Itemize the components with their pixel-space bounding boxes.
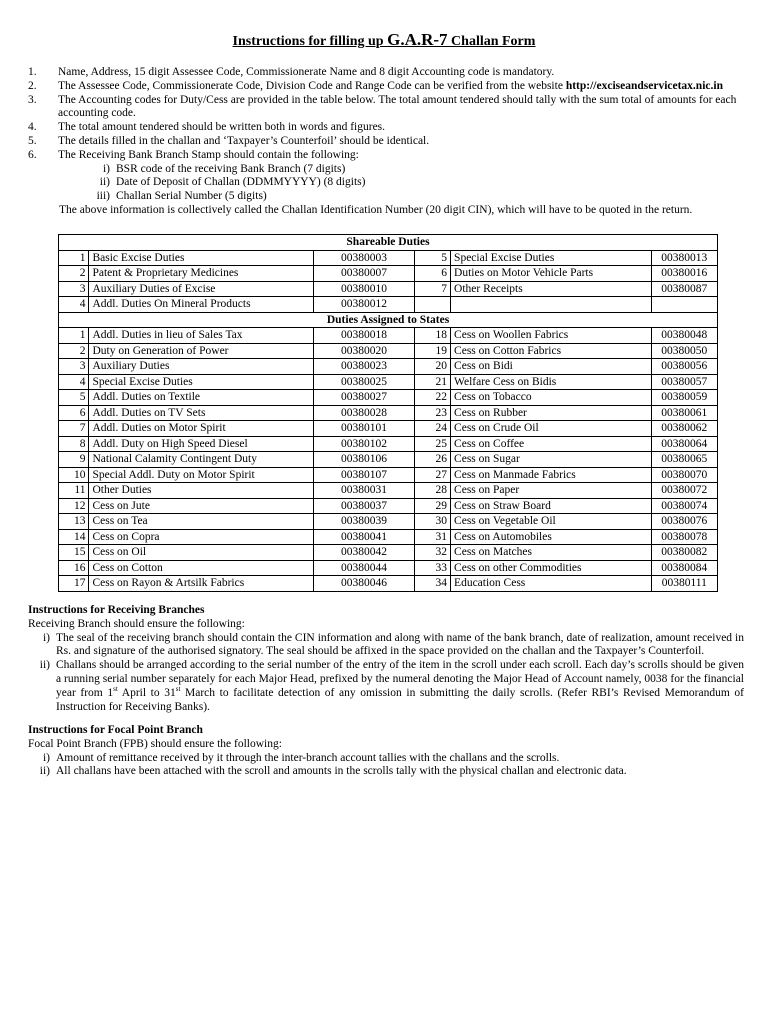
- table-row: [59, 576, 718, 592]
- table-cell: 00380072: [651, 483, 717, 499]
- table-cell: 20: [414, 359, 450, 375]
- table-cell: Basic Excise Duties: [89, 250, 314, 266]
- table-cell: Cess on Rayon & Artsilk Fabrics: [89, 576, 314, 592]
- table-cell: Cess on other Commodities: [451, 560, 652, 576]
- table-cell: 17: [59, 576, 89, 592]
- table-cell: 00380082: [651, 545, 717, 561]
- table-cell: 8: [59, 436, 89, 452]
- table-cell: 00380025: [314, 374, 415, 390]
- table-cell: 00380056: [651, 359, 717, 375]
- table-cell: 31: [414, 529, 450, 545]
- table-cell: Cess on Paper: [451, 483, 652, 499]
- receiving-intro: Receiving Branch should ensure the following:: [28, 617, 245, 630]
- table-cell: Cess on Matches: [451, 545, 652, 561]
- table-row: [59, 343, 718, 359]
- table-cell: 2: [59, 266, 89, 282]
- table-cell: Cess on Automobiles: [451, 529, 652, 545]
- receiving-heading: Instructions for Receiving Branches: [28, 604, 205, 616]
- table-cell: 16: [59, 560, 89, 576]
- title-part2: Challan Form: [447, 34, 536, 49]
- table-cell: Education Cess: [451, 576, 652, 592]
- table-cell: 21: [414, 374, 450, 390]
- table-cell: 00380046: [314, 576, 415, 592]
- table-row: [59, 436, 718, 452]
- table-cell: 7: [59, 421, 89, 437]
- table-cell: 23: [414, 405, 450, 421]
- table-row: [59, 498, 718, 514]
- table-cell: 34: [414, 576, 450, 592]
- table-cell: Other Duties: [89, 483, 314, 499]
- list-item: 6. The Receiving Bank Branch Stamp should contain the following:: [28, 148, 359, 161]
- table-row: [59, 514, 718, 530]
- cin-note: The above information is collectively called the Challan Identification Number (20 digit CIN), which will have to be quoted in the return.: [59, 203, 693, 216]
- table-cell: Addl. Duty on High Speed Diesel: [89, 436, 314, 452]
- table-cell: Cess on Woollen Fabrics: [451, 328, 652, 344]
- table-cell: Cess on Tea: [89, 514, 314, 530]
- table-row: [59, 560, 718, 576]
- table-cell: 00380062: [651, 421, 717, 437]
- table-cell: 00380048: [651, 328, 717, 344]
- table-row: [59, 359, 718, 375]
- table-cell: Addl. Duties in lieu of Sales Tax: [89, 328, 314, 344]
- sub-item: i) BSR code of the receiving Bank Branch (7 digits): [102, 162, 346, 175]
- table-cell: 00380064: [651, 436, 717, 452]
- table-cell: 00380018: [314, 328, 415, 344]
- table-cell: Cess on Sugar: [451, 452, 652, 468]
- table-cell: Auxiliary Duties of Excise: [89, 281, 314, 297]
- table-cell: Cess on Crude Oil: [451, 421, 652, 437]
- table-cell: 9: [59, 452, 89, 468]
- table-row: [59, 250, 718, 266]
- table-row: [59, 390, 718, 406]
- table-cell: Cess on Coffee: [451, 436, 652, 452]
- table-cell: Cess on Straw Board: [451, 498, 652, 514]
- table-cell: National Calamity Contingent Duty: [89, 452, 314, 468]
- focal-heading: Instructions for Focal Point Branch: [28, 724, 203, 736]
- table-cell: 00380012: [314, 297, 415, 313]
- table-cell: 00380007: [314, 266, 415, 282]
- table-cell: Cess on Rubber: [451, 405, 652, 421]
- section-heading: Shareable Duties: [59, 235, 718, 251]
- table-cell: 00380044: [314, 560, 415, 576]
- table-cell: 14: [59, 529, 89, 545]
- table-cell: 27: [414, 467, 450, 483]
- table-cell: 00380057: [651, 374, 717, 390]
- table-cell: 00380031: [314, 483, 415, 499]
- table-cell: Welfare Cess on Bidis: [451, 374, 652, 390]
- table-cell: Addl. Duties On Mineral Products: [89, 297, 314, 313]
- list-item: 2. The Assessee Code, Commissionerate Code, Division Code and Range Code can be verified from the website http://exciseandservicetax.nic.in: [28, 79, 723, 92]
- table-cell: 00380107: [314, 467, 415, 483]
- table-cell: 00380037: [314, 498, 415, 514]
- table-cell: 5: [59, 390, 89, 406]
- table-cell: 10: [59, 467, 89, 483]
- table-row: [59, 483, 718, 499]
- table-cell: 00380039: [314, 514, 415, 530]
- table-cell: Special Excise Duties: [89, 374, 314, 390]
- accounting-codes-table: [58, 234, 718, 592]
- table-cell: Addl. Duties on Textile: [89, 390, 314, 406]
- table-cell: 00380042: [314, 545, 415, 561]
- table-cell: 00380028: [314, 405, 415, 421]
- table-cell: 00380087: [651, 281, 717, 297]
- table-cell: Addl. Duties on Motor Spirit: [89, 421, 314, 437]
- table-row: [59, 467, 718, 483]
- table-cell: 30: [414, 514, 450, 530]
- table-cell: 00380013: [651, 250, 717, 266]
- sub-item: ii) Date of Deposit of Challan (DDMMYYYY) (8 digits): [99, 176, 366, 189]
- table-row: [59, 421, 718, 437]
- table-cell: 00380065: [651, 452, 717, 468]
- table-cell: 6: [59, 405, 89, 421]
- table-cell: 28: [414, 483, 450, 499]
- table-cell: 12: [59, 498, 89, 514]
- sub-item: iii) Challan Serial Number (5 digits): [96, 190, 267, 203]
- table-cell: 26: [414, 452, 450, 468]
- table-row: [59, 374, 718, 390]
- table-cell: 2: [59, 343, 89, 359]
- states-duties-header: [59, 312, 718, 328]
- section-heading: Duties Assigned to States: [59, 312, 718, 328]
- table-cell: Special Addl. Duty on Motor Spirit: [89, 467, 314, 483]
- table-row: [59, 529, 718, 545]
- list-item: 4. The total amount tendered should be written both in words and figures.: [28, 121, 386, 134]
- table-row: [59, 328, 718, 344]
- table-cell: 4: [59, 297, 89, 313]
- table-cell: 1: [59, 328, 89, 344]
- table-cell: Cess on Manmade Fabrics: [451, 467, 652, 483]
- table-cell: 00380050: [651, 343, 717, 359]
- table-cell: 3: [59, 281, 89, 297]
- table-cell: 00380070: [651, 467, 717, 483]
- table-cell: 18: [414, 328, 450, 344]
- table-cell: 00380059: [651, 390, 717, 406]
- list-item: 5. The details filled in the challan and ‘Taxpayer’s Counterfoil’ should be identical.: [28, 134, 430, 147]
- table-cell: Duties on Motor Vehicle Parts: [451, 266, 652, 282]
- table-row: [59, 452, 718, 468]
- table-cell: 22: [414, 390, 450, 406]
- focal-point-section: [28, 724, 744, 779]
- table-cell: 00380020: [314, 343, 415, 359]
- list-item: 3. The Accounting codes for Duty/Cess are provided in the table below. The total amount tendered should tally with the sum total of amounts for each accounting code.: [28, 93, 737, 120]
- table-cell: 00380010: [314, 281, 415, 297]
- table-cell: Cess on Tobacco: [451, 390, 652, 406]
- table-cell: 15: [59, 545, 89, 561]
- table-cell: 11: [59, 483, 89, 499]
- title-part1: Instructions for filling up: [232, 34, 388, 49]
- title-form-code: G.A.R-7: [387, 30, 448, 49]
- table-cell: Special Excise Duties: [451, 250, 652, 266]
- table-cell: [651, 297, 717, 313]
- table-cell: 19: [414, 343, 450, 359]
- table-cell: 00380061: [651, 405, 717, 421]
- table-cell: 4: [59, 374, 89, 390]
- table-cell: 00380078: [651, 529, 717, 545]
- table-cell: [414, 297, 450, 313]
- website-link: http://exciseandservicetax.nic.in: [565, 79, 723, 92]
- list-item: i) The seal of the receiving branch should contain the CIN information and along with name of the bank branch, date of realization, amount received in Rs. and signature of the authorised signatory. The seal should be affixed in the space provided on the challan and the Taxpayer’s Counterfoil.: [42, 631, 744, 658]
- list-item: ii) All challans have been attached with the scroll and amounts in the scrolls tally with the physical challan and electronic data.: [39, 765, 627, 778]
- table-row: [59, 405, 718, 421]
- table-cell: 00380084: [651, 560, 717, 576]
- page-title: [0, 30, 768, 51]
- table-cell: 00380076: [651, 514, 717, 530]
- focal-intro: Focal Point Branch (FPB) should ensure the following:: [28, 737, 282, 750]
- table-cell: 6: [414, 266, 450, 282]
- table-cell: 3: [59, 359, 89, 375]
- table-cell: 00380106: [314, 452, 415, 468]
- table-cell: 7: [414, 281, 450, 297]
- table-cell: 00380074: [651, 498, 717, 514]
- table-row: [59, 545, 718, 561]
- table-cell: 5: [414, 250, 450, 266]
- list-item: i) Amount of remittance received by it through the inter-branch account tallies with the challans and the scrolls.: [42, 751, 560, 764]
- table-cell: Addl. Duties on TV Sets: [89, 405, 314, 421]
- table-cell: 00380102: [314, 436, 415, 452]
- table-cell: 00380016: [651, 266, 717, 282]
- table-cell: 1: [59, 250, 89, 266]
- table-cell: 00380027: [314, 390, 415, 406]
- table-row: [59, 281, 718, 297]
- table-cell: Cess on Bidi: [451, 359, 652, 375]
- stamp-sublist: [86, 163, 748, 204]
- table-cell: Auxiliary Duties: [89, 359, 314, 375]
- table-cell: Cess on Cotton: [89, 560, 314, 576]
- table-cell: 33: [414, 560, 450, 576]
- table-cell: Cess on Oil: [89, 545, 314, 561]
- table-cell: [451, 297, 652, 313]
- receiving-branch-section: [28, 604, 744, 714]
- instruction-list: [28, 66, 748, 218]
- table-cell: 29: [414, 498, 450, 514]
- table-cell: Duty on Generation of Power: [89, 343, 314, 359]
- table-cell: 13: [59, 514, 89, 530]
- table-row: [59, 297, 718, 313]
- table-cell: Patent & Proprietary Medicines: [89, 266, 314, 282]
- table-cell: Cess on Vegetable Oil: [451, 514, 652, 530]
- table-cell: Cess on Copra: [89, 529, 314, 545]
- table-cell: Other Receipts: [451, 281, 652, 297]
- list-item: ii) Challans should be arranged according to the serial number of the entry of the item in the scroll under each scroll. Each day’s scrolls should be given a running serial number separately for each Major Head, prefixed by the numeral denoting the Major Head of Account namely, 0038 for the financial year from 1st April to 31st March to facilitate detection of any omission in submitting the daily scrolls. (Refer RBI’s Revised Memorandum of Instruction for Receiving Banks).: [39, 659, 744, 713]
- list-item: 1. Name, Address, 15 digit Assessee Code, Commissionerate Name and 8 digit Accounting code is mandatory.: [28, 66, 555, 78]
- table-cell: Cess on Jute: [89, 498, 314, 514]
- table-row: [59, 266, 718, 282]
- table-cell: Cess on Cotton Fabrics: [451, 343, 652, 359]
- table-cell: 00380041: [314, 529, 415, 545]
- shareable-duties-header: [59, 235, 718, 251]
- table-cell: 00380003: [314, 250, 415, 266]
- table-cell: 32: [414, 545, 450, 561]
- table-cell: 24: [414, 421, 450, 437]
- table-cell: 00380023: [314, 359, 415, 375]
- table-cell: 25: [414, 436, 450, 452]
- table-cell: 00380101: [314, 421, 415, 437]
- table-cell: 00380111: [651, 576, 717, 592]
